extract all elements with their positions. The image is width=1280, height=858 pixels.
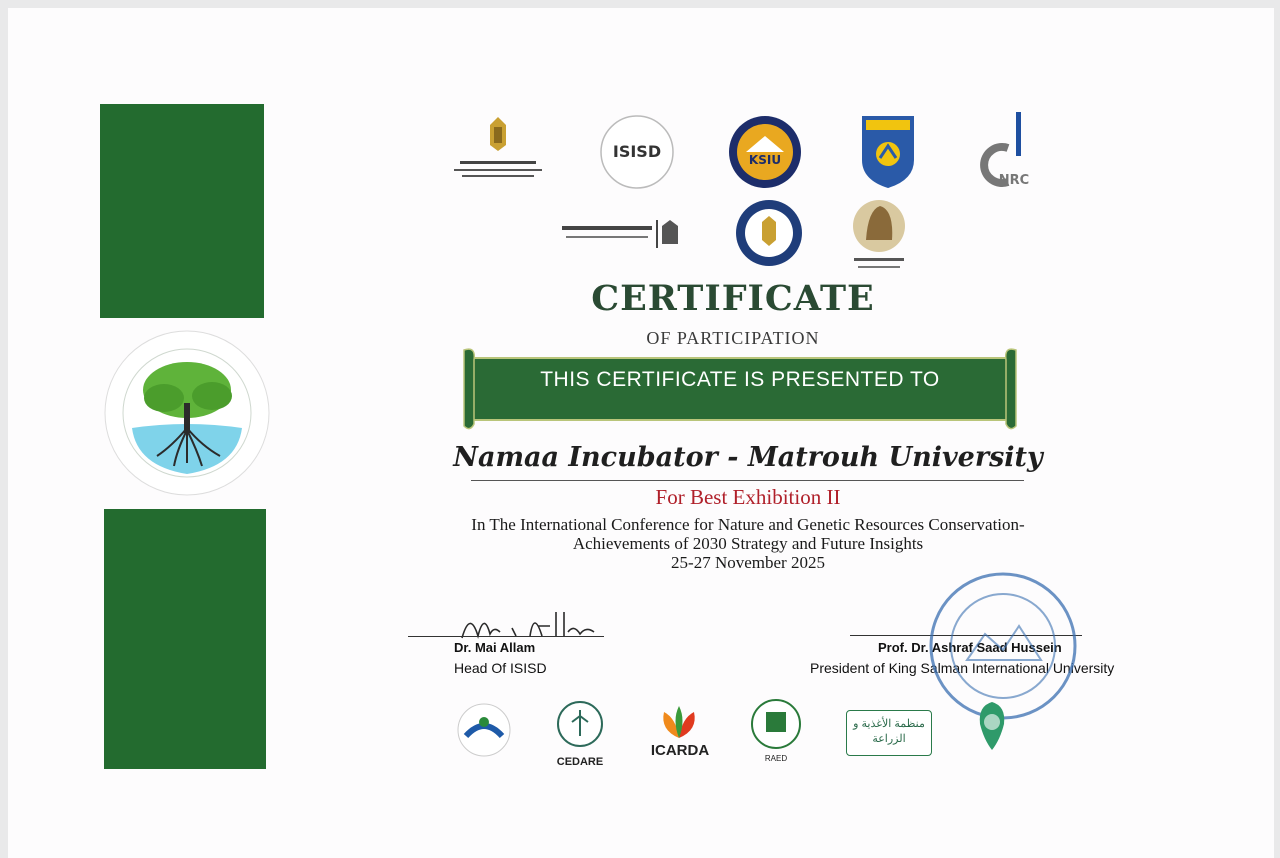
right-signatory-name: Prof. Dr. Ashraf Saad Hussein — [878, 640, 1062, 655]
award-title: For Best Exhibition II — [655, 485, 841, 509]
icarda-leaf-logo — [658, 704, 700, 742]
fao-arabic-label: منظمة الأغذية و الزراعة — [853, 718, 925, 745]
conference-dates: 25-27 November 2025 — [671, 553, 825, 572]
green-panel-bottom — [104, 509, 266, 769]
right-signatory-role: President of King Salman International University — [810, 660, 1115, 676]
recipient-underline — [471, 480, 1024, 481]
raed-logo — [750, 698, 802, 752]
fao-arabic-logo — [846, 710, 932, 756]
conference-tree-seal-logo — [102, 328, 272, 498]
conference-description — [378, 515, 1118, 572]
icarda-label: ICARDA — [650, 742, 710, 759]
raed-label: RAED — [764, 754, 788, 763]
green-panel-top — [100, 104, 264, 318]
left-signatory-name: Dr. Mai Allam — [454, 640, 536, 655]
description-line-2: Achievements of 2030 Strategy and Future Insights — [572, 534, 924, 553]
certificate-title: CERTIFICATE — [591, 278, 875, 319]
arab-league-logo — [456, 702, 512, 758]
isisd-logo — [598, 112, 676, 192]
svg-text:ISISD: ISISD — [612, 142, 662, 161]
ministry-of-culture-logo — [558, 216, 682, 252]
ministry-higher-education-logo — [448, 113, 548, 193]
presented-to-text: THIS CERTIFICATE IS PRESENTED TO — [540, 368, 940, 391]
certificate-sheet — [8, 8, 1274, 858]
svg-text:NRC: NRC — [998, 173, 1030, 188]
left-signatory-role: Head Of ISISD — [454, 660, 547, 676]
matrouh-university-shield-logo — [858, 110, 918, 190]
description-line-1: In The International Conference for Nature and Genetic Resources Conservation- — [471, 515, 1025, 534]
heritage-institute-logo — [848, 196, 910, 274]
left-signature-line — [408, 636, 604, 637]
svg-text:KSIU: KSIU — [748, 153, 782, 167]
cedare-label: CEDARE — [556, 756, 604, 768]
nrc-logo — [980, 108, 1040, 188]
recipient-name: Namaa Incubator - Matrouh University — [453, 442, 1043, 473]
cedare-logo — [550, 700, 610, 758]
ministry-petroleum-logo — [734, 198, 804, 268]
ksiu-logo — [726, 112, 804, 192]
certificate-subtitle: OF PARTICIPATION — [646, 328, 820, 348]
civilization-globe-logo — [972, 698, 1012, 758]
